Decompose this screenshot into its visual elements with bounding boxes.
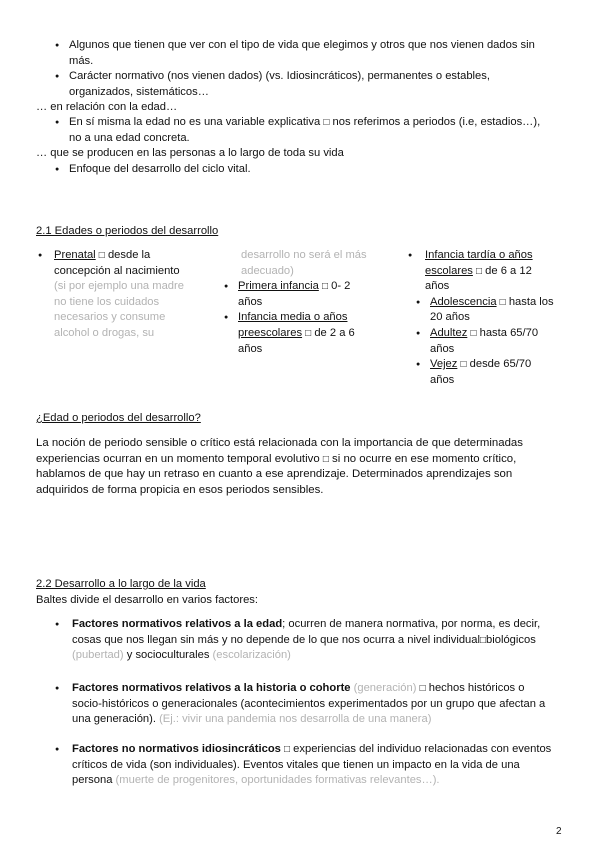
arrow-box-icon: □ <box>476 265 483 277</box>
arrow-box-icon: □ <box>419 683 426 694</box>
arrow-box-icon: □ <box>460 359 467 371</box>
list-item: ● Factores no normativos idiosincráticos □ experiencias del individuo relacionadas con eventos críticos de vida (son individuales). Eventos vitales que tienen un impacto en la vida de una persona (muerte de progenitores, oportunidades formativas relevantes…). <box>55 742 555 789</box>
lifespan-line: … que se producen en las personas a lo largo de toda su vida <box>36 147 344 159</box>
list-item: ● En sí misma la edad no es una variable explicativa □ nos referimos a periodos (i.e, estadios…), no a una edad concreta. <box>55 115 545 146</box>
sensitive-period-paragraph: La noción de periodo sensible o crítico está relacionada con la importancia de que determinadas experiencias ocurran en un momento temporal evolutivo □ si no ocurre en ese momento crítico, hablamos de que hay un retraso en cuanto a ese aprendizaje. Determinados aprendizajes son adquiridos de forma propicia en esos periodos sensibles. <box>36 437 523 496</box>
continued-note: desarrollo no será el más adecuado) <box>241 249 367 277</box>
arrow-box-icon: □ <box>480 634 487 646</box>
list-item: ● Factores normativos relativos a la edad; ocurren de manera normativa, por norma, es decir, cosas que nos llegan sin más y no depende de lo que nos ocurra a nivel individual□biológicos (pubertad) y socioculturales (escolarización) <box>55 617 555 664</box>
stage-item: ● Vejez □ desde 65/70 años <box>416 357 558 388</box>
section-heading-2-2: 2.2 Desarrollo a lo largo de la vida <box>36 578 206 590</box>
arrow-box-icon: □ <box>284 744 291 755</box>
stages-column-2 <box>224 248 374 357</box>
stage-prenatal: ● Prenatal □ desde la concepción al nacimiento (si por ejemplo una madre no tiene los cuidados necesarios y consume alcohol o drogas, su <box>38 248 188 342</box>
list-item-text: Algunos que tienen que ver con el tipo de vida que elegimos y otros que nos vienen dados sin más. <box>69 39 535 67</box>
section-intro: Baltes divide el desarrollo en varios factores: <box>36 594 258 606</box>
stage-item: ● Infancia tardía o años escolares □ de 6 a 12 años <box>408 248 558 295</box>
intro-list <box>55 38 555 100</box>
section-heading-2-1: 2.1 Edades o periodos del desarrollo <box>36 225 219 237</box>
age-list <box>55 115 545 146</box>
arrow-box-icon: □ <box>98 250 105 261</box>
list-item <box>55 69 555 100</box>
stages-column-1 <box>38 248 188 342</box>
factor-non-normative <box>55 742 555 789</box>
stage-item: ● Infancia media o años preescolares □ de 2 a 6 años <box>224 310 374 357</box>
question-heading: ¿Edad o periodos del desarrollo? <box>36 412 201 424</box>
age-relation-line: … en relación con la edad… <box>36 101 178 113</box>
arrow-box-icon: □ <box>470 327 477 339</box>
list-item: ● Enfoque del desarrollo del ciclo vital. <box>55 162 545 178</box>
stage-sublist <box>408 295 558 389</box>
lifespan-list <box>55 162 545 178</box>
arrow-box-icon: □ <box>322 453 329 465</box>
factor-age-normative <box>55 617 555 664</box>
arrow-box-icon: □ <box>499 296 506 308</box>
arrow-box-icon: □ <box>305 327 312 339</box>
page-number: 2 <box>556 826 562 837</box>
stage-item: ● Primera infancia □ 0- 2 años <box>224 279 374 310</box>
arrow-box-icon: □ <box>321 281 328 293</box>
factor-history-normative <box>55 681 555 728</box>
stage-item: ● Adolescencia □ hasta los 20 años <box>416 295 558 326</box>
arrow-box-icon: □ <box>323 117 330 128</box>
stage-item: ● Adultez □ hasta 65/70 años <box>416 326 558 357</box>
list-item: ● Factores normativos relativos a la historia o cohorte (generación) □ hechos históricos o socio-históricos o generacionales (acontecimientos experimentados por un grupo que afectan a una generación). (Ej.: vivir una pandemia nos desarrolla de una manera) <box>55 681 555 728</box>
list-item <box>55 38 555 69</box>
list-item-text: Carácter normativo (nos vienen dados) (vs. Idiosincráticos), permanentes o estables, organizados, sistemáticos… <box>69 70 490 98</box>
stages-column-3 <box>408 248 558 388</box>
